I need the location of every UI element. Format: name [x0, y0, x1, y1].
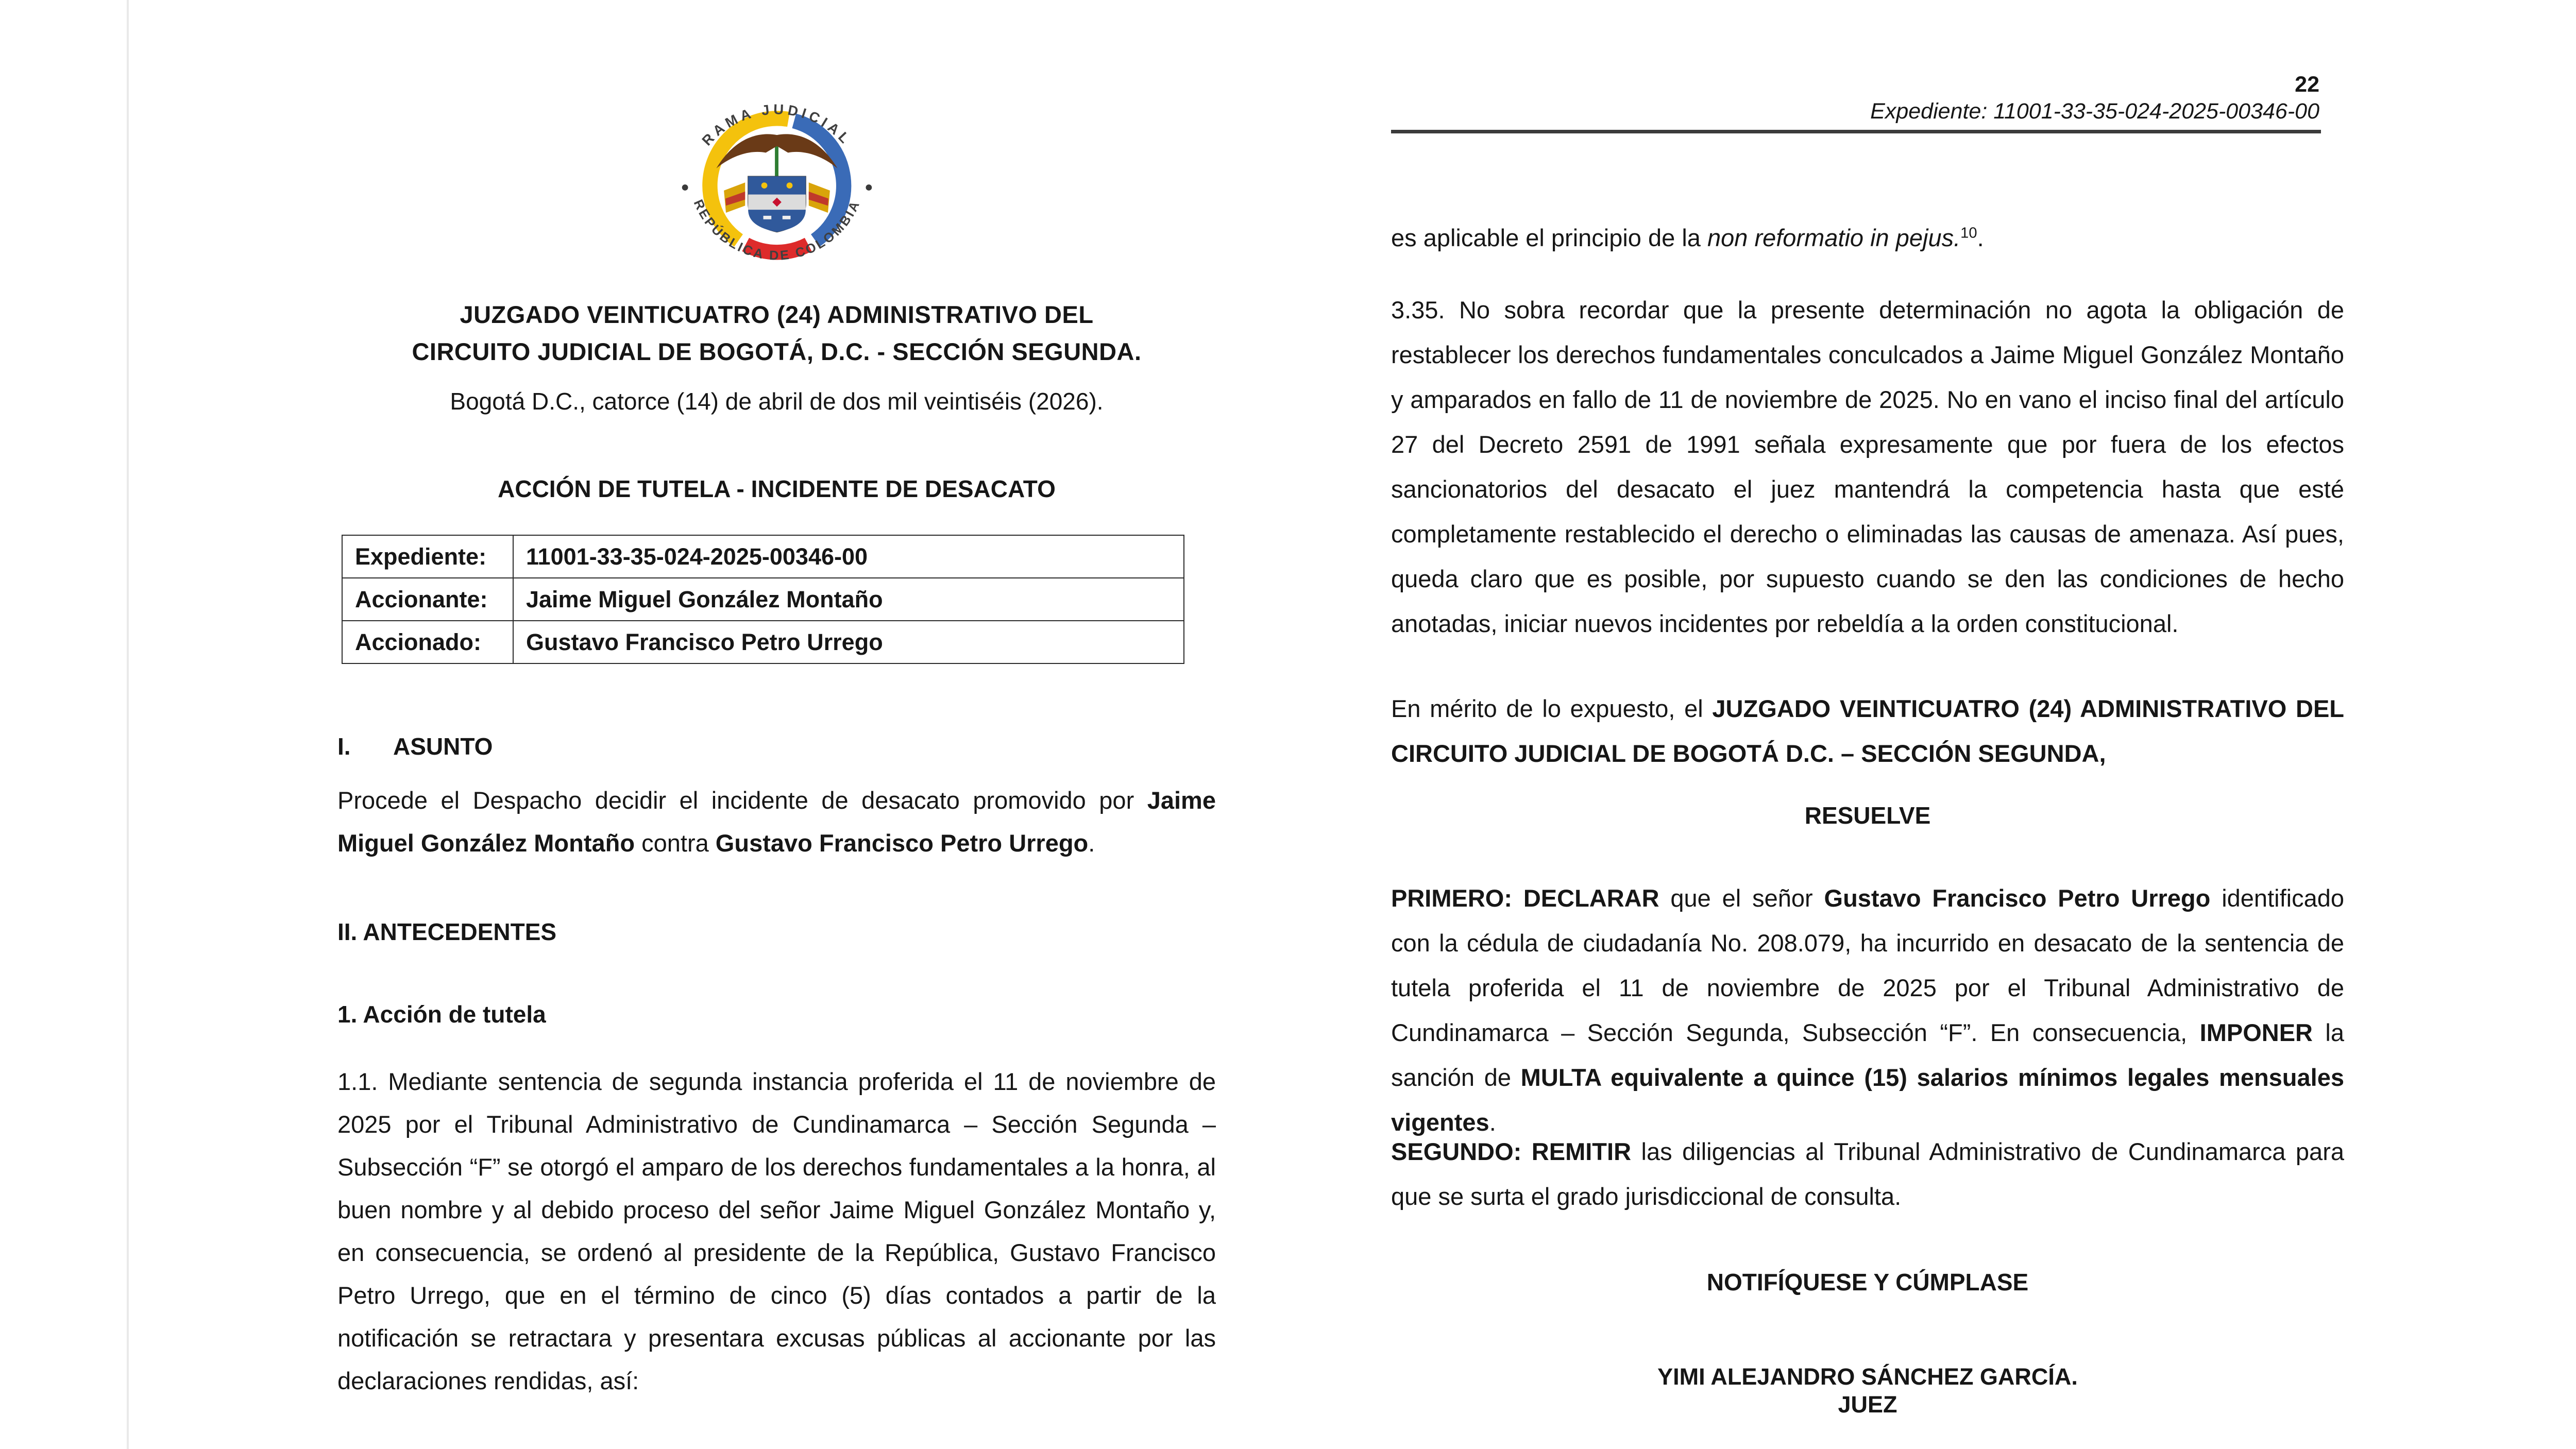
segundo-paragraph: SEGUNDO: REMITIR las diligencias al Tribunal Administrativo de Cundinamarca para que se surta el grado jurisdiccional de consulta. [1391, 1138, 2344, 1210]
seal-top-text: RAMA JUDICIAL [698, 101, 855, 149]
section-2-heading: II. ANTECEDENTES [337, 918, 557, 945]
document-page-left [337, 0, 1216, 1449]
seal-dot-right [866, 184, 872, 191]
viewer-edge-line [127, 0, 129, 1449]
table-row-accionante [342, 578, 1184, 621]
primero-paragraph: PRIMERO: DECLARAR que el señor Gustavo Francisco Petro Urrego identificado con la cédula de ciudadanía No. 208.079, ha incurrido en desacato de la sentencia de tutela proferida el 11 de noviembre de 2025 por el Tribunal Administrativo de Cundinamarca – Sección Segunda, Subsección “F”. En consecuencia, IMPONER la sanción de MULTA equivalente a quince (15) salarios mínimos legales mensuales vigentes. [1391, 884, 2345, 1136]
seal-bottom-text: REPÚBLICA DE COLOMBIA [690, 197, 863, 263]
intro-paragraph: es aplicable el principio de la non reformatio in pejus.$^{10}$. [1391, 224, 1984, 251]
seal-shield-ship-2 [782, 216, 790, 219]
section-1-title: ASUNTO [393, 733, 493, 760]
accionante-label: Accionante: [342, 578, 513, 621]
document-page-right [1391, 0, 2344, 1449]
case-type-heading: ACCIÓN DE TUTELA - INCIDENTE DE DESACATO [498, 475, 1056, 502]
asunto-paragraph: Procede el Despacho decidir el incidente de desacato promovido por Jaime Miguel González Montaño contra Gustavo Francisco Petro Urrego. [337, 787, 1216, 857]
subsection-1-heading: 1. Acción de tutela [337, 1001, 546, 1028]
court-title-line2: CIRCUITO JUDICIAL DE BOGOTÁ, D.C. - SECCIÓN SEGUNDA. [412, 338, 1142, 365]
seal-shield-ornament-1 [761, 182, 767, 189]
seal-condor-head [773, 135, 781, 143]
judicial-branch-seal [337, 87, 1216, 291]
paragraph-1-1: 1.1. Mediante sentencia de segunda instancia proferida el 11 de noviembre de 2025 por el Tribunal Administrativo de Cundinamarca – Sección Segunda – Subsección “F” se otorgó el amparo de los derechos fundamentales a la honra, al buen nombre y al debido proceso del señor Jaime Miguel González Montaño y, en consecuencia, se ordenó al presidente de la República, Gustavo Francisco Petro Urrego, que en el término de cinco (5) días contados a partir de la notificación se retractara y presentara excusas públicas al accionante por las declaraciones rendidas, así: [337, 1068, 1216, 1394]
notifiquese-heading: NOTIFÍQUESE Y CÚMPLASE [1706, 1269, 2029, 1295]
resuelve-heading: RESUELVE [1804, 802, 1931, 829]
header-rule [1391, 130, 2321, 133]
table-row-expediente [342, 535, 1184, 578]
judge-name: YIMI ALEJANDRO SÁNCHEZ GARCÍA. [1657, 1363, 2078, 1390]
expediente-label: Expediente: [342, 535, 513, 578]
page-number: 22 [2295, 72, 2319, 97]
accionado-label: Accionado: [342, 621, 513, 663]
court-title-line1: JUZGADO VEINTICUATRO (24) ADMINISTRATIVO DEL [460, 301, 1094, 328]
case-info-table [342, 535, 1184, 664]
signature-block [1391, 1363, 2344, 1419]
expediente-value: 11001-33-35-024-2025-00346-00 [513, 535, 1184, 578]
judge-title: JUEZ [1838, 1391, 1897, 1418]
paragraph-3-35: 3.35. No sobra recordar que la presente determinación no agota la obligación de restablecer los derechos fundamentales conculcados a Jaime Miguel González Montaño y amparados en fallo de 11 de noviembre de 2025. No en vano el inciso final del artículo 27 del Decreto 2591 de 1991 señala expresamente que por fuera de los efectos sancionatorios del desacato el juez mantendrá la competencia hasta que esté completamente restablecido el derecho o eliminadas las causas de amenaza. Así pues, queda claro que es posible, por supuesto cuando se den las condiciones de hecho anotadas, iniciar nuevos incidentes por rebeldía a la orden constitucional. [1391, 296, 2344, 637]
seal-shield-ship-1 [763, 216, 771, 219]
merito-paragraph: En mérito de lo expuesto, el JUZGADO VEINTICUATRO (24) ADMINISTRATIVO DEL CIRCUITO JUDICIAL DE BOGOTÁ D.C. – SECCIÓN SEGUNDA, [1391, 695, 2345, 767]
seal-shield-ornament-2 [786, 182, 792, 189]
header-expediente: Expediente: 11001-33-35-024-2025-00346-00 [1870, 99, 2319, 124]
rama-judicial-seal-icon [666, 87, 888, 288]
accionado-value: Gustavo Francisco Petro Urrego [513, 621, 1184, 663]
accionante-value: Jaime Miguel González Montaño [513, 578, 1184, 621]
seal-dot-left [682, 184, 688, 191]
seal-shield-top-band [748, 176, 806, 194]
court-title [337, 296, 1216, 370]
section-1-heading [337, 732, 1216, 760]
seal-shield-bottom-band [748, 210, 806, 232]
decision-date-line: Bogotá D.C., catorce (14) de abril de dos mil veintiséis (2026). [450, 388, 1104, 415]
table-row-accionado [342, 621, 1184, 663]
section-1-numeral: I. [337, 733, 351, 760]
